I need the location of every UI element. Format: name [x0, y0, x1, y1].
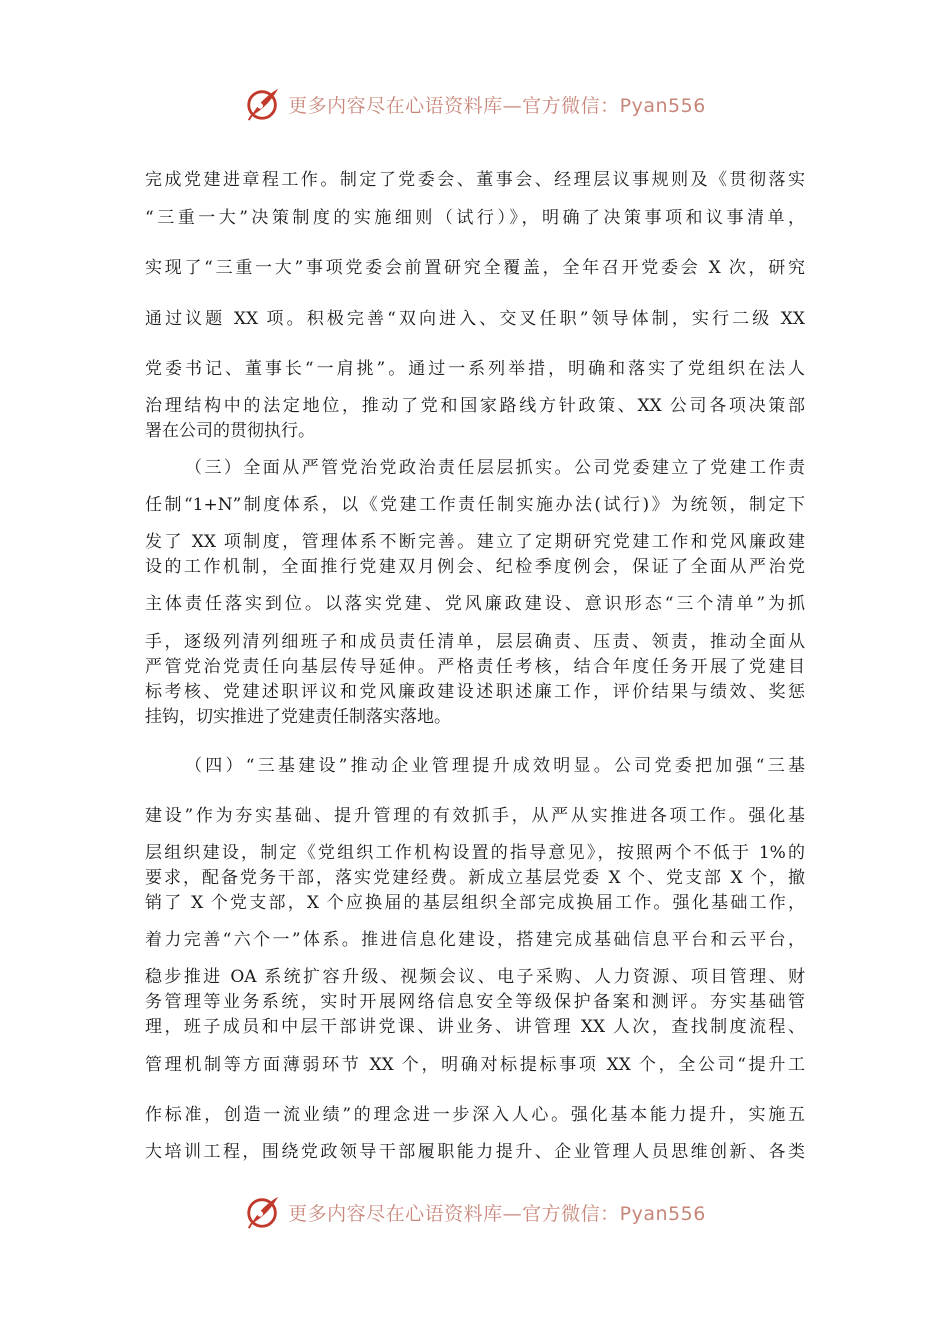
text-line: 大培训工程，围绕党政领导干部履职能力提升、企业管理人员思维创新、各类 [145, 1142, 805, 1162]
text-line: 发了 XX 项制度，管理体系不断完善。建立了定期研究党建工作和党风廉政建 [145, 532, 805, 552]
text-line: 治理结构中的法定地位，推动了党和国家路线方针政策、XX 公司各项决策部 [145, 396, 805, 416]
banner-label: 更多内容尽在心语资料库—官方微信： [288, 94, 620, 117]
quill-logo-icon [244, 85, 282, 123]
text-line: 挂钩，切实推进了党建责任制落实落地。 [145, 707, 451, 727]
paragraph-heading-line: （四）“三基建设”推动企业管理提升成效明显。公司党委把加强“三基 [185, 756, 805, 776]
text-line: 通过议题 XX 项。积极完善“双向进入、交叉任职”领导体制，实行二级 XX [145, 309, 805, 329]
text-line: 层组织建设，制定《党组织工作机构设置的指导意见》，按照两个不低于 1%的 [145, 843, 805, 863]
text-line: 完成党建进章程工作。制定了党委会、董事会、经理层议事规则及《贯彻落实 [145, 170, 805, 190]
text-line: 销了 X 个党支部，X 个应换届的基层组织全部完成换届工作。强化基础工作， [145, 893, 805, 913]
text-line: 务管理等业务系统，实时开展网络信息安全等级保护备案和测评。夯实基础管 [145, 992, 805, 1012]
text-line: 着力完善“六个一”体系。推进信息化建设，搭建完成基础信息平台和云平台， [145, 930, 805, 950]
text-line: 要求，配备党务干部，落实党建经费。新成立基层党委 X 个、党支部 X 个，撤 [145, 868, 805, 888]
wechat-id: Pyan556 [619, 94, 706, 117]
text-line: “三重一大”决策制度的实施细则（试行）》，明确了决策事项和议事清单， [145, 208, 805, 228]
text-line: 主体责任落实到位。以落实党建、党风廉政建设、意识形态“三个清单”为抓 [145, 594, 805, 614]
footer-banner [0, 1192, 950, 1232]
banner-content [244, 1193, 706, 1231]
text-line: 设的工作机制，全面推行党建双月例会、纪检季度例会，保证了全面从严治党 [145, 557, 805, 577]
text-line: 稳步推进 OA 系统扩容升级、视频会议、电子采购、人力资源、项目管理、财 [145, 967, 805, 987]
text-line: 作标准，创造一流业绩”的理念进一步深入人心。强化基本能力提升，实施五 [145, 1105, 805, 1125]
text-line: 标考核、党建述职评议和党风廉政建设述职述廉工作，评价结果与绩效、奖惩 [145, 682, 805, 702]
paragraph-heading-line: （三）全面从严管党治党政治责任层层抓实。公司党委建立了党建工作责 [185, 458, 805, 478]
quill-logo-icon [244, 1193, 282, 1231]
banner-text [288, 1199, 706, 1226]
text-line: 管理机制等方面薄弱环节 XX 个，明确对标提标事项 XX 个，全公司“提升工 [145, 1055, 805, 1075]
wechat-id: Pyan556 [619, 1202, 706, 1225]
banner-content [244, 85, 706, 123]
text-line: 手，逐级列清列细班子和成员责任清单，层层确责、压责、领责，推动全面从 [145, 632, 805, 652]
banner-text [288, 91, 706, 118]
banner-label: 更多内容尽在心语资料库—官方微信： [288, 1202, 620, 1225]
text-line: 建设”作为夯实基础、提升管理的有效抓手，从严从实推进各项工作。强化基 [145, 806, 805, 826]
text-line: 严管党治党责任向基层传导延伸。严格责任考核，结合年度任务开展了党建目 [145, 657, 805, 677]
text-line: 署在公司的贯彻执行。 [145, 421, 315, 441]
text-line: 任制“1+N”制度体系，以《党建工作责任制实施办法(试行)》为统领，制定下 [145, 495, 805, 515]
header-banner [0, 84, 950, 124]
text-line: 实现了“三重一大”事项党委会前置研究全覆盖，全年召开党委会 X 次，研究 [145, 258, 805, 278]
text-line: 党委书记、董事长“一肩挑”。通过一系列举措，明确和落实了党组织在法人 [145, 359, 805, 379]
text-line: 理，班子成员和中层干部讲党课、讲业务、讲管理 XX 人次，查找制度流程、 [145, 1017, 805, 1037]
